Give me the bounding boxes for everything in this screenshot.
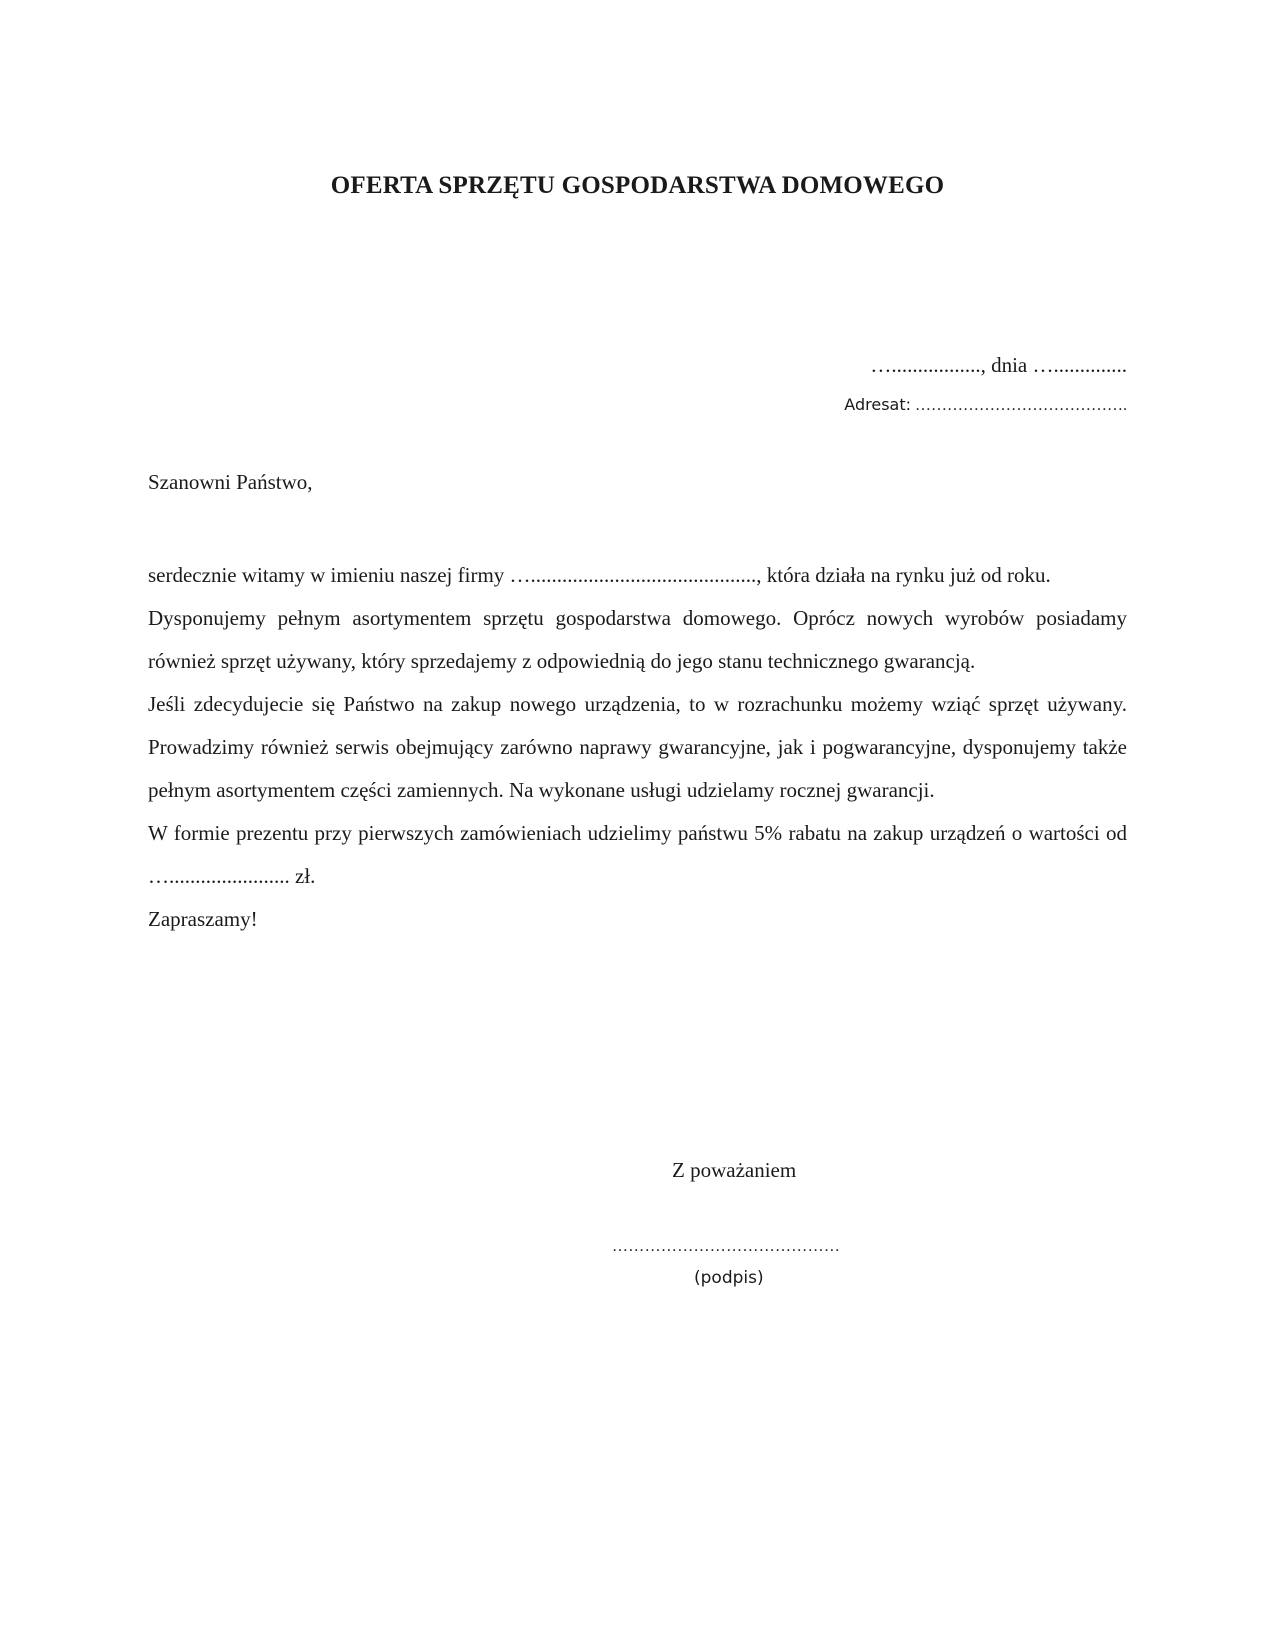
paragraph-invitation: Zapraszamy! — [148, 907, 258, 931]
addressee-label: Adresat: — [844, 395, 911, 414]
salutation: Szanowni Państwo, — [148, 470, 313, 494]
closing-phrase: Z poważaniem — [672, 1158, 797, 1182]
letter-body — [148, 554, 1127, 941]
signature-label: (podpis) — [694, 1268, 764, 1288]
addressee-value: …………………………………. — [911, 397, 1127, 414]
paragraph-assortment: Dysponujemy pełnym asortymentem sprzętu gospodarstwa domowego. Oprócz nowych wyrobów posiadamy również sprzęt używany, który sprzedajemy z odpowiednią do jego stanu technicznego gwarancją. — [148, 606, 1127, 673]
signature-line: …………………………………… — [612, 1238, 841, 1255]
paragraph-intro: serdecznie witamy w imieniu naszej firmy …..........................................., która działa na rynku już od roku. — [148, 563, 1051, 587]
addressee — [844, 395, 1127, 415]
paragraph-discount: W formie prezentu przy pierwszych zamówieniach udzielimy państwu 5% rabatu na zakup urządzeń o wartości od …....................... zł. — [148, 821, 1127, 888]
document-title: OFERTA SPRZĘTU GOSPODARSTWA DOMOWEGO — [330, 172, 945, 199]
place-and-date: …................., dnia ….............. — [870, 353, 1127, 377]
paragraph-service: Jeśli zdecydujecie się Państwo na zakup nowego urządzenia, to w rozrachunku możemy wziąć sprzęt używany. Prowadzimy również serwis obejmujący zarówno naprawy gwarancyjne, jak i pogwarancyjne, dysponujemy także pełnym asortymentem części zamiennych. Na wykonane usługi udzielamy rocznej gwarancji. — [148, 692, 1127, 802]
